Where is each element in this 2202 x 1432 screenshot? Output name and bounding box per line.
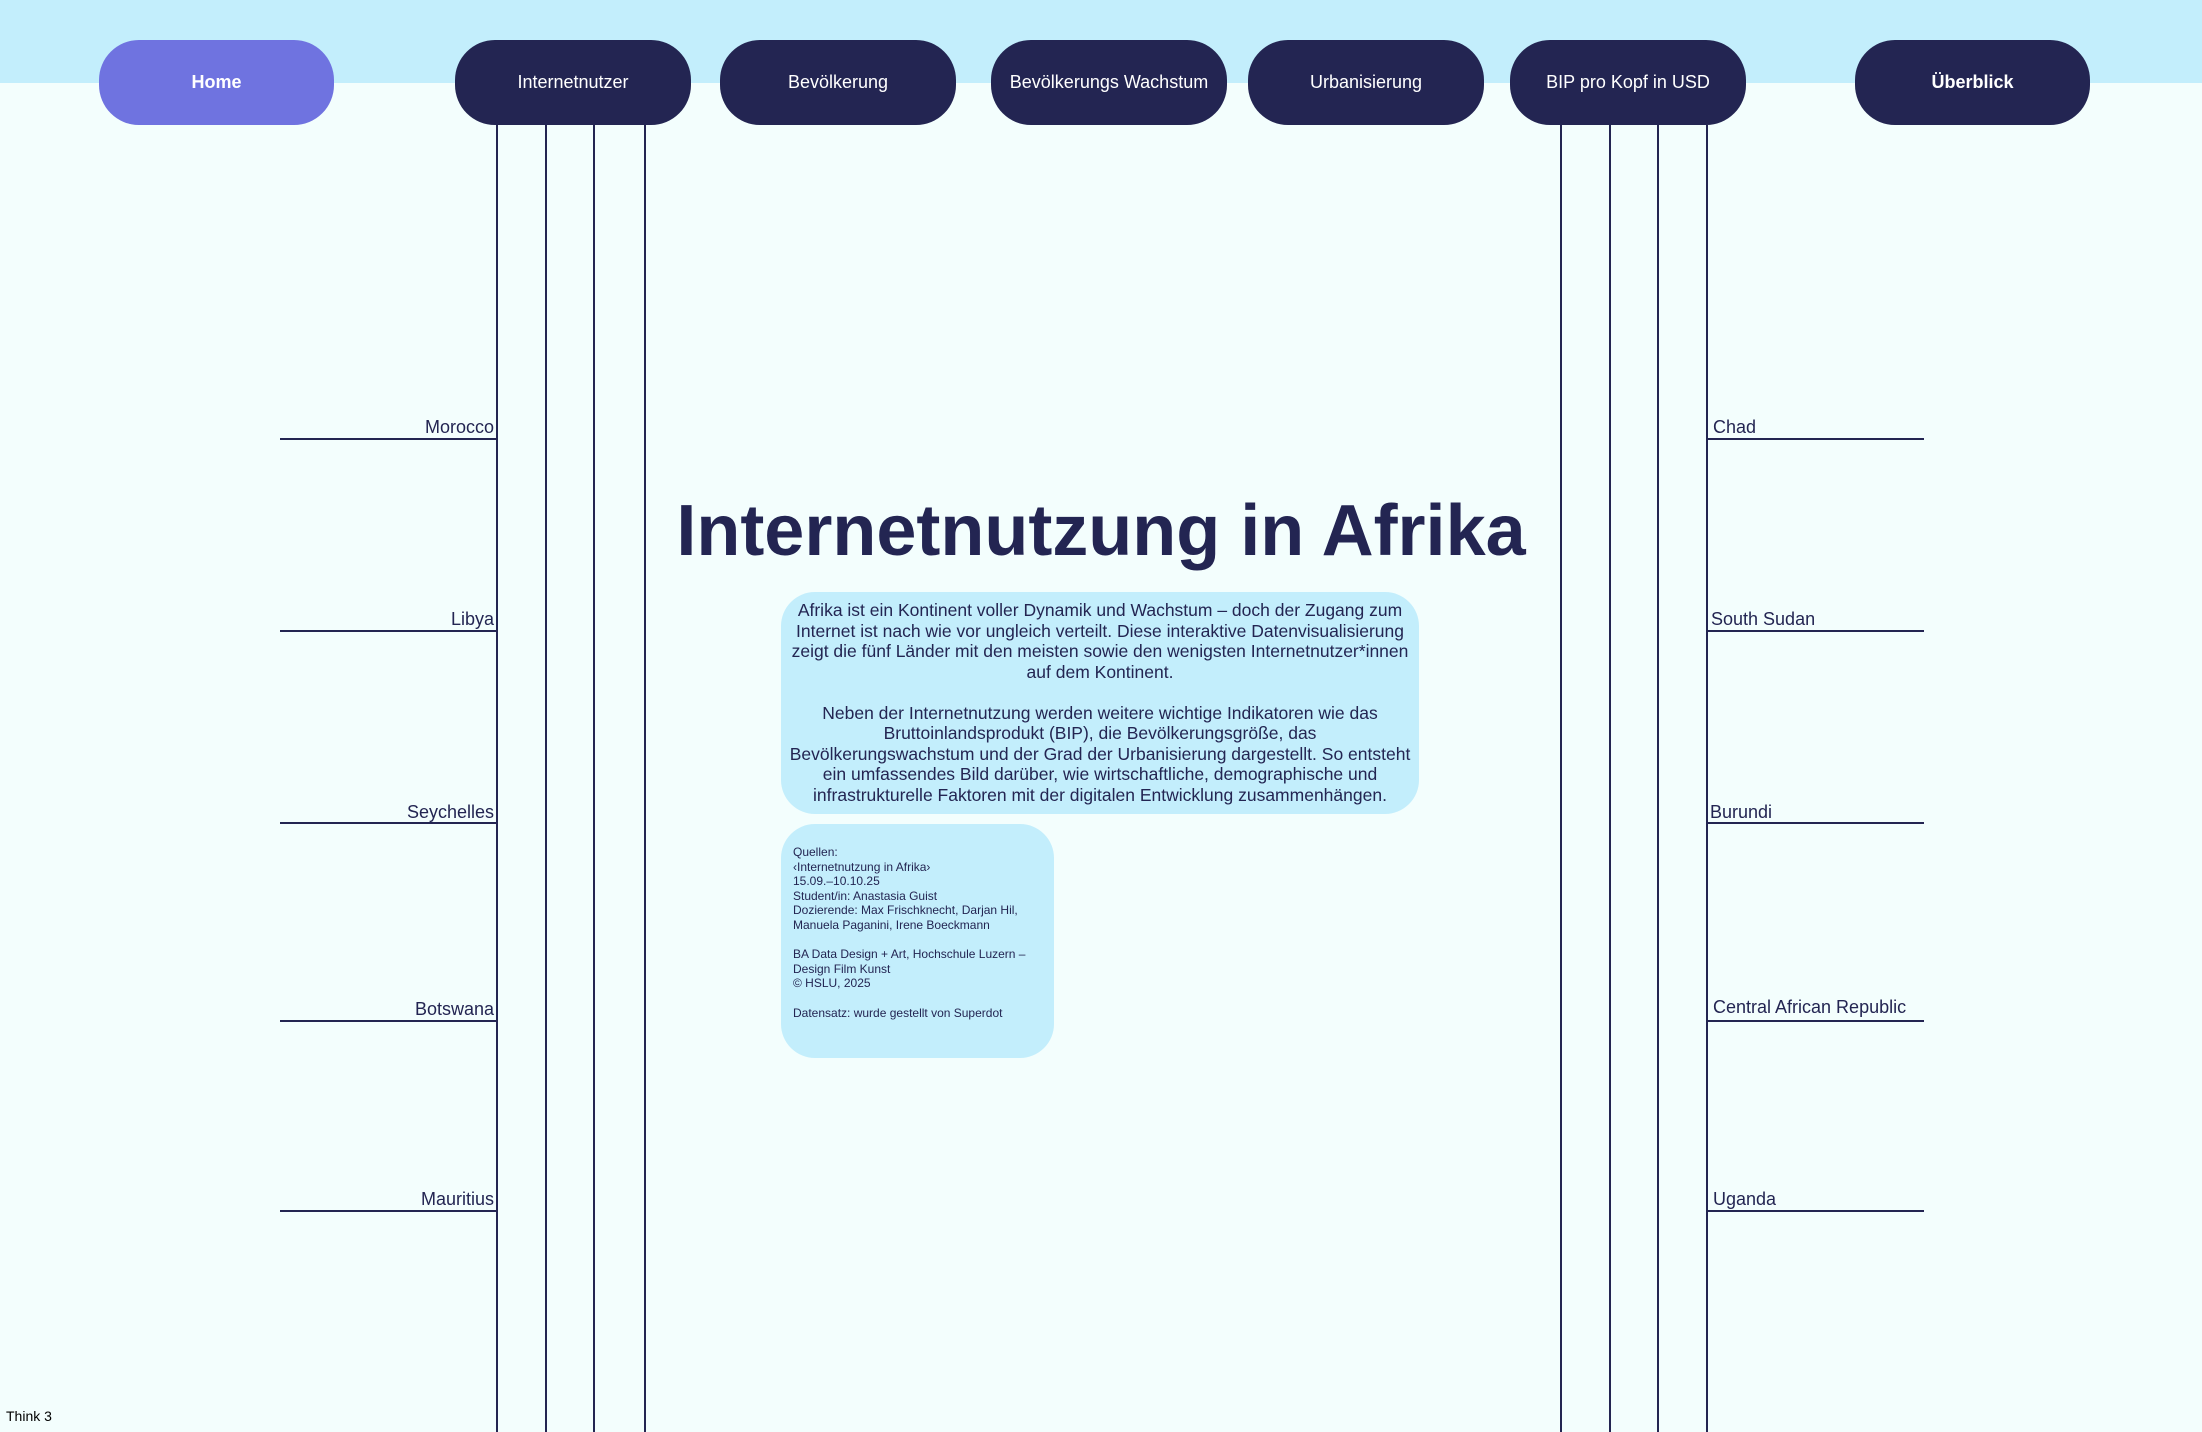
- sources-dates: 15.09.–10.10.25: [793, 874, 880, 889]
- sources-spacer: [793, 991, 1042, 1006]
- country-label-morocco[interactable]: Morocco: [424, 417, 494, 437]
- connector-line: [1706, 125, 1708, 1432]
- country-label-seychelles[interactable]: Seychelles: [406, 802, 494, 822]
- country-line: [280, 1210, 496, 1212]
- connector-line: [644, 125, 646, 1432]
- country-line: [280, 630, 496, 632]
- nav-bevoelkerung-button[interactable]: Bevölkerung: [720, 40, 956, 125]
- sources-program: Design Film Kunst: [793, 961, 891, 976]
- connector-line: [545, 125, 547, 1432]
- intro-paragraph: Afrika ist ein Kontinent voller Dynamik und Wachstum – doch der Zugang zum Internet ist nach wie vor ungleich verteilt. Diese interaktive Datenvisualisierung zeigt die fünf Länder mit den meisten sowie den wenigsten Internetnutzer*innen auf dem Kontinent.: [791, 600, 1409, 682]
- country-line: [280, 438, 496, 440]
- sources-dataset: Datensatz: wurde gestellt von Superdot: [793, 1005, 1003, 1020]
- sources-lecturers: Manuela Paganini, Irene Boeckmann: [793, 917, 990, 932]
- sources-program: BA Data Design + Art, Hochschule Luzern –: [793, 947, 1026, 962]
- country-label-uganda[interactable]: Uganda: [1713, 1189, 1777, 1209]
- country-label-botswana[interactable]: Botswana: [414, 999, 494, 1019]
- connector-line: [1609, 125, 1611, 1432]
- intro-panel: [781, 592, 1419, 814]
- sources-panel: [781, 824, 1054, 1058]
- intro-paragraph: Neben der Internetnutzung werden weitere wichtige Indikatoren wie das Bruttoinlandsprodukt (BIP), die Bevölkerungsgröße, das Bevölkerungswachstum und der Grad der Urbanisierung dargestellt. So entsteht ein umfassendes Bild darüber, wie wirtschaftliche, demographische und infrastrukturelle Faktoren mit der digitalen Entwicklung zusammenhängen.: [789, 702, 1411, 805]
- connector-line: [1657, 125, 1659, 1432]
- nav-urbanisierung-button[interactable]: Urbanisierung: [1248, 40, 1484, 125]
- country-line: [1708, 1210, 1924, 1212]
- nav-internetnutzer-button[interactable]: Internetnutzer: [455, 40, 691, 125]
- connector-line: [1560, 125, 1562, 1432]
- sources-lecturers: Dozierende: Max Frischknecht, Darjan Hil,: [793, 903, 1018, 918]
- connector-line: [496, 125, 498, 1432]
- country-label-mauritius[interactable]: Mauritius: [420, 1189, 494, 1209]
- country-label-central-african-republic[interactable]: Central African Republic: [1713, 997, 1907, 1017]
- country-label-libya[interactable]: Libya: [450, 609, 494, 629]
- country-line: [1708, 630, 1924, 632]
- page-title: Internetnutzung in Afrika: [676, 491, 1526, 571]
- nav-ueberblick-button[interactable]: Überblick: [1855, 40, 2090, 125]
- country-line: [280, 1020, 496, 1022]
- sources-spacer: [793, 933, 1042, 948]
- sources-heading: Quellen:: [793, 845, 838, 859]
- country-label-burundi[interactable]: Burundi: [1710, 802, 1773, 822]
- country-line: [1708, 1020, 1924, 1022]
- sources-project: ‹Internetnutzung in Afrika›: [793, 859, 931, 874]
- nav-home-button[interactable]: Home: [99, 40, 334, 125]
- connector-line: [593, 125, 595, 1432]
- country-label-south-sudan[interactable]: South Sudan: [1711, 609, 1816, 629]
- country-label-chad[interactable]: Chad: [1713, 417, 1757, 437]
- footer-label: Think 3: [6, 1408, 52, 1424]
- nav-bip-button[interactable]: BIP pro Kopf in USD: [1510, 40, 1746, 125]
- country-line: [1708, 438, 1924, 440]
- sources-student: Student/in: Anastasia Guist: [793, 888, 938, 903]
- sources-copyright: © HSLU, 2025: [793, 976, 871, 991]
- nav-bevoelkerungswachstum-button[interactable]: Bevölkerungs Wachstum: [991, 40, 1227, 125]
